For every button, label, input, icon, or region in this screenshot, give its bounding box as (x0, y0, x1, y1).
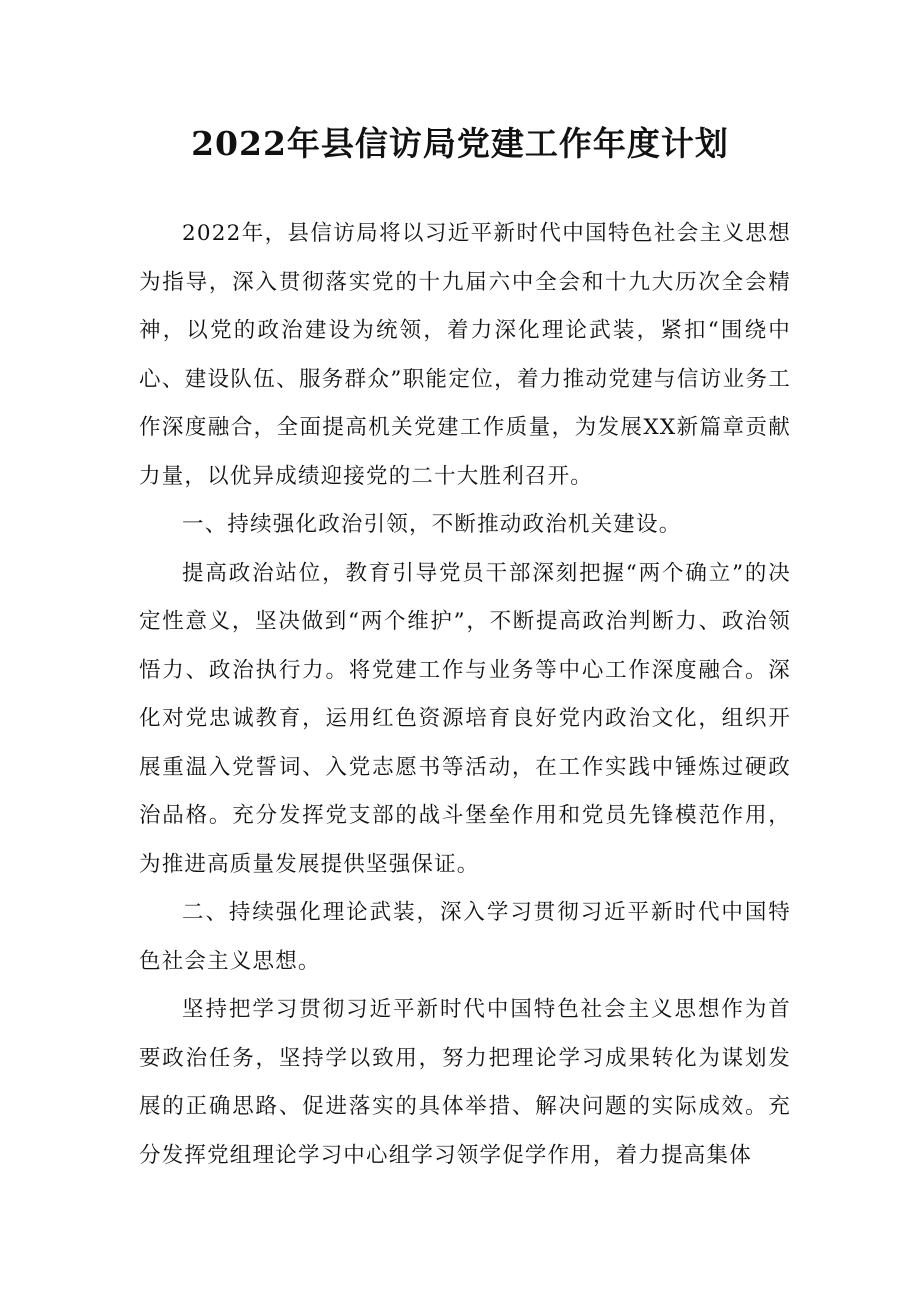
paragraph-section-1: 提高政治站位，教育引导党员干部深刻把握“两个确立”的决定性意义，坚决做到“两个维护”，不断提高政治判断力、政治领悟力、政治执行力。将党建工作与业务等中心工作深度融合。深化对党忠诚教育，运用红色资源培育良好党内政治文化，组织开展重温入党誓词、入党志愿书等活动，在工作实践中锤炼过硬政治品格。充分发挥党支部的战斗堡垒作用和党员先锋模范作用，为推进高质量发展提供坚强保证。 (139, 560, 791, 877)
section-heading-2: 二、持续强化理论武装，深入学习贯彻习近平新时代中国特色社会主义思想。 (139, 900, 791, 974)
document-title: 2022年县信访局党建工作年度计划 (191, 124, 729, 163)
document-body (139, 210, 791, 1180)
section-heading-1: 一、持续强化政治引领，不断推动政治机关建设。 (182, 512, 682, 537)
paragraph-section-2: 坚持把学习贯彻习近平新时代中国特色社会主义思想作为首要政治任务，坚持学以致用，努力把理论学习成果转化为谋划发展的正确思路、促进落实的具体举措、解决问题的实际成效。充分发挥党组理论学习中心组学习领学促学作用，着力提高集体 (139, 997, 791, 1168)
paragraph-intro: 2022年，县信访局将以习近平新时代中国特色社会主义思想为指导，深入贯彻落实党的十九届六中全会和十九大历次全会精神，以党的政治建设为统领，着力深化理论武装，紧扣“围绕中心、建设队伍、服务群众”职能定位，着力推动党建与信访业务工作深度融合，全面提高机关党建工作质量，为发展XX新篇章贡献力量，以优异成绩迎接党的二十大胜利召开。 (139, 221, 791, 489)
